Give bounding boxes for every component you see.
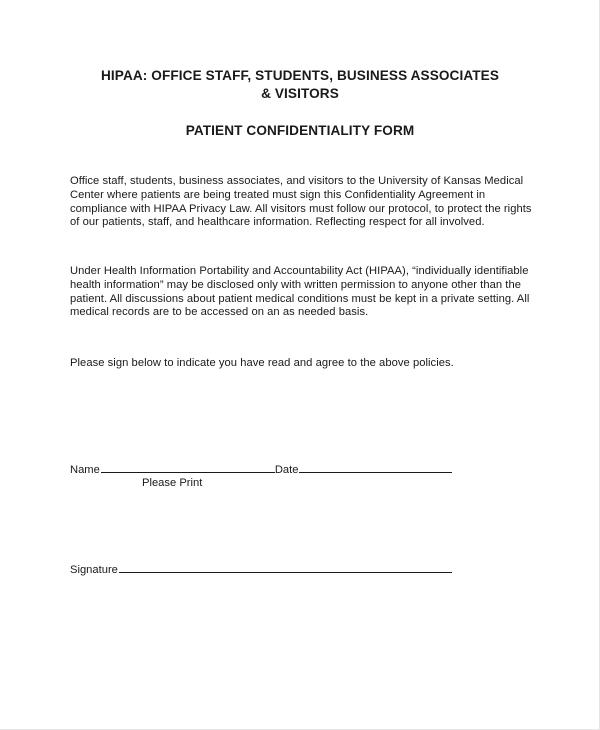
- paragraph-sign-instruction: Please sign below to indicate you have read and agree to the above policies.: [70, 357, 454, 369]
- name-field[interactable]: [101, 461, 275, 473]
- name-date-row: [70, 461, 452, 477]
- name-print-hint: Please Print: [142, 477, 203, 489]
- form-title: PATIENT CONFIDENTIALITY FORM: [185, 123, 415, 138]
- date-label: Date: [274, 464, 299, 476]
- signature-field[interactable]: [119, 561, 452, 573]
- document-title-line-2: & VISITORS: [261, 86, 339, 101]
- signature-label: Signature: [70, 564, 118, 576]
- date-field[interactable]: [299, 461, 452, 473]
- document-title-line-1: HIPAA: OFFICE STAFF, STUDENTS, BUSINESS ASSOCIATES: [101, 68, 499, 83]
- name-label: Name: [70, 464, 100, 476]
- paragraph-hipaa: Under Health Information Portability and Accountability Act (HIPAA), “individually identifiable health information” may be disclosed only with written permission to anyone other than the patient. All discussions about patient medical conditions must be kept in a private setting. All medical records are to be accessed on an as needed basis.: [70, 265, 530, 319]
- paragraph-intro: Office staff, students, business associates, and visitors to the University of Kansas Medical Center where patients are being treated must sign this Confidentiality Agreement in compliance with HIPAA Privacy Law. All visitors must follow our protocol, to protect the rights of our patients, staff, and healthcare information. Reflecting respect for all involved.: [70, 175, 532, 229]
- signature-row: [70, 561, 452, 577]
